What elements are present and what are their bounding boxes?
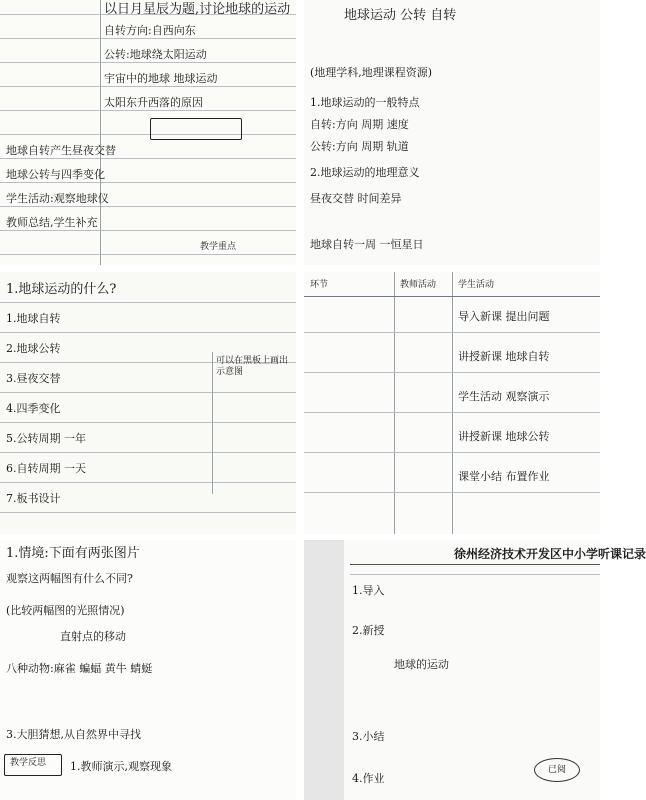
notes-line: 地球自转一周 一恒星日 bbox=[310, 238, 424, 251]
notes-line: 2.地球公转 bbox=[6, 342, 61, 355]
notes-line: 课堂小结 布置作业 bbox=[458, 470, 550, 483]
notes-line: 4.作业 bbox=[352, 772, 385, 785]
notes-line: 2.新授 bbox=[352, 624, 385, 637]
notes-line: 讲授新课 地球自转 bbox=[458, 350, 550, 363]
notes-line: 5.公转周期 一年 bbox=[6, 432, 86, 445]
notes-line: 2.地球运动的地理意义 bbox=[310, 166, 420, 179]
notes-panel-top-left bbox=[0, 0, 296, 265]
notes-line: 讲授新课 地球公转 bbox=[458, 430, 550, 443]
notes-heading: 1.情境:下面有两张图片 bbox=[6, 546, 140, 561]
notes-panel-bottom-right bbox=[304, 540, 646, 800]
notes-line: 八种动物:麻雀 蝙蝠 黄牛 蜻蜓 bbox=[6, 662, 153, 675]
notes-heading: 1.地球运动的什么? bbox=[6, 282, 117, 297]
notes-line: 1.导入 bbox=[352, 584, 385, 597]
table-header-cell: 学生活动 bbox=[458, 280, 495, 290]
notes-line: 公转:方向 周期 轨道 bbox=[310, 140, 409, 153]
notes-line: 观察这两幅图有什么不同? bbox=[6, 572, 133, 585]
notes-line: 公转:地球绕太阳运动 bbox=[104, 48, 207, 61]
notes-line: 3.昼夜交替 bbox=[6, 372, 61, 385]
side-note: 教学重点 bbox=[200, 242, 237, 252]
side-note: 可以在黑板上画出示意图 bbox=[216, 356, 289, 377]
notes-line: 太阳东升西落的原因 bbox=[104, 96, 203, 109]
notes-line: 3.大胆猜想,从自然界中寻找 bbox=[6, 728, 141, 741]
notes-line: 7.板书设计 bbox=[6, 492, 61, 505]
diagram-box bbox=[150, 118, 242, 140]
notes-line: 1.地球自转 bbox=[6, 312, 61, 325]
notes-panel-mid-right bbox=[304, 272, 600, 534]
notes-line: 学生活动 观察演示 bbox=[458, 390, 550, 403]
table-header-cell: 环节 bbox=[310, 280, 329, 290]
notes-line: 直射点的移动 bbox=[60, 630, 126, 643]
notes-line: 6.自转周期 一天 bbox=[6, 462, 86, 475]
notes-line: 宇宙中的地球 地球运动 bbox=[104, 72, 218, 85]
notes-line: 昼夜交替 时间差异 bbox=[310, 192, 402, 205]
notes-line: 地球公转与四季变化 bbox=[6, 168, 105, 181]
notes-subheading: (地理学科,地理课程资源) bbox=[310, 66, 433, 79]
boxed-note-label: 教学反思 bbox=[10, 758, 47, 768]
binding-strip bbox=[304, 540, 344, 800]
notes-heading: 以日月星辰为题,讨论地球的运动 bbox=[104, 2, 291, 17]
notes-panel-bottom-left bbox=[0, 540, 296, 800]
notes-line: 导入新课 提出问题 bbox=[458, 310, 550, 323]
notes-line: 1.地球运动的一般特点 bbox=[310, 96, 420, 109]
notes-heading: 地球运动 公转 自转 bbox=[344, 8, 457, 23]
notes-panel-top-right bbox=[304, 0, 600, 265]
notes-line: 1.教师演示,观察现象 bbox=[70, 760, 172, 773]
notes-line: 自转:方向 周期 速度 bbox=[310, 118, 409, 131]
form-header: 徐州经济技术开发区中小学听课记录 bbox=[454, 547, 646, 561]
notes-panel-mid-left bbox=[0, 272, 296, 534]
notes-line: 地球自转产生昼夜交替 bbox=[6, 144, 116, 157]
notes-line: 3.小结 bbox=[352, 730, 385, 743]
notes-line: (比较两幅图的光照情况) bbox=[6, 604, 125, 617]
notes-line: 教师总结,学生补充 bbox=[6, 216, 98, 229]
notes-line: 4.四季变化 bbox=[6, 402, 61, 415]
table-header-cell: 教师活动 bbox=[400, 280, 437, 290]
review-stamp: 已阅 bbox=[534, 758, 580, 782]
notes-line: 学生活动:观察地球仪 bbox=[6, 192, 109, 205]
notes-line: 自转方向:自西向东 bbox=[104, 24, 196, 37]
notes-line: 地球的运动 bbox=[394, 658, 449, 671]
